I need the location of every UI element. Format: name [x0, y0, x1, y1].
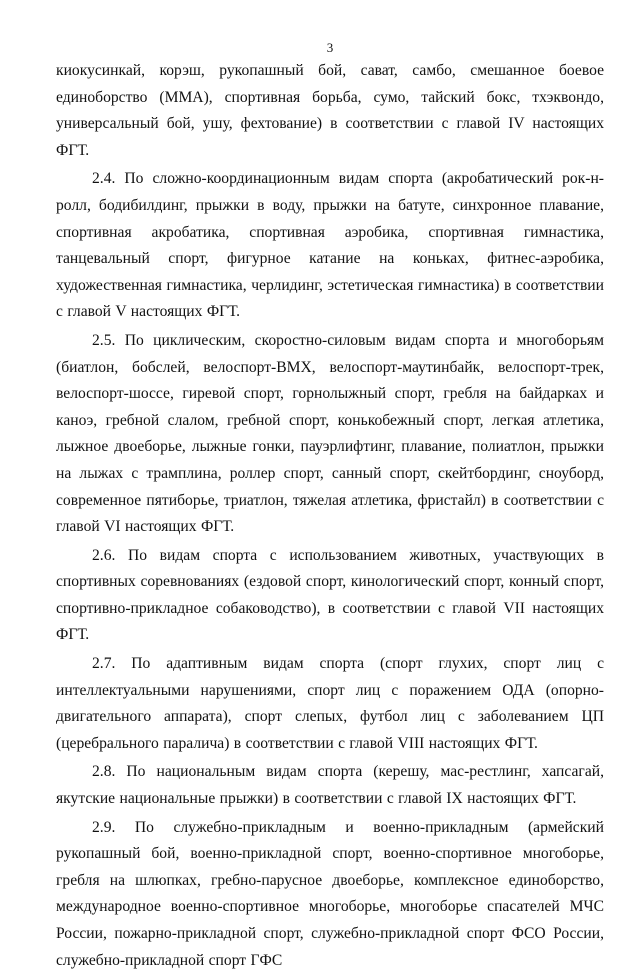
document-page [56, 40, 604, 969]
paragraph-2-7: 2.7. По адаптивным видам спорта (спорт глухих, спорт лиц с интеллектуальными нарушениями, спорт лиц с поражением ОДА (опорно-двигательного аппарата), спорт слепых, футбол лиц с заболеванием ЦП (церебрального паралича) в соответствии с главой VIII настоящих ФГТ. [56, 655, 604, 752]
paragraph-2-9: 2.9. По служебно-прикладным и военно-прикладным (армейский рукопашный бой, военно-прикладной спорт, военно-спортивное многоборье, гребля на шлюпках, гребно-парусное двоеборье, комплексное единоборство, международное военно-спортивное многоборье, многоборье спасателей МЧС России, пожарно-прикладной спорт, служебно-прикладной спорт ФСО России, служебно-прикладной спорт ГФС [56, 818, 604, 969]
paragraph-2-6: 2.6. По видам спорта с использованием животных, участвующих в спортивных соревнованиях (ездовой спорт, кинологический спорт, конный спорт, спортивно-прикладное собаководство), в соответствии с главой VII настоящих ФГТ. [56, 546, 604, 644]
paragraph-continuation: киокусинкай, корэш, рукопашный бой, сават, самбо, смешанное боевое единоборство (ММА), спортивная борьба, сумо, тайский бокс, тхэквондо, универсальный бой, ушу, фехтование) в соответствии с главой IV настоящих ФГТ. [56, 62, 604, 159]
page-number: 3 [326, 40, 334, 55]
paragraph-2-5: 2.5. По циклическим, скоростно-силовым видам спорта и многоборьям (биатлон, бобслей, велоспорт-BMX, велоспорт-маутинбайк, велоспорт-трек, велоспорт-шоссе, гиревой спорт, горнолыжный спорт, гребля на байдарках и каноэ, гребной слалом, гребной спорт, конькобежный спорт, легкая атлетика, лыжное двоеборье, лыжные гонки, пауэрлифтинг, плавание, полиатлон, прыжки на лыжах с трамплина, роллер спорт, санный спорт, скейтбординг, сноуборд, современное пятиборье, триатлон, тяжелая атлетика, фристайл) в соответствии с главой VI настоящих ФГТ. [56, 331, 604, 536]
paragraph-2-4: 2.4. По сложно-координационным видам спорта (акробатический рок-н-ролл, бодибилдинг, прыжки в воду, прыжки на батуте, синхронное плавание, спортивная акробатика, спортивная аэробика, спортивная гимнастика, танцевальный спорт, фигурное катание на коньках, фитнес-аэробика, художественная гимнастика, черлидинг, эстетическая гимнастика) в соответствии с главой V настоящих ФГТ. [56, 170, 604, 321]
paragraph-2-8: 2.8. По национальным видам спорта (керешу, мас-рестлинг, хапсагай, якутские национальные прыжки) в соответствии с главой IX настоящих ФГТ. [56, 763, 604, 808]
